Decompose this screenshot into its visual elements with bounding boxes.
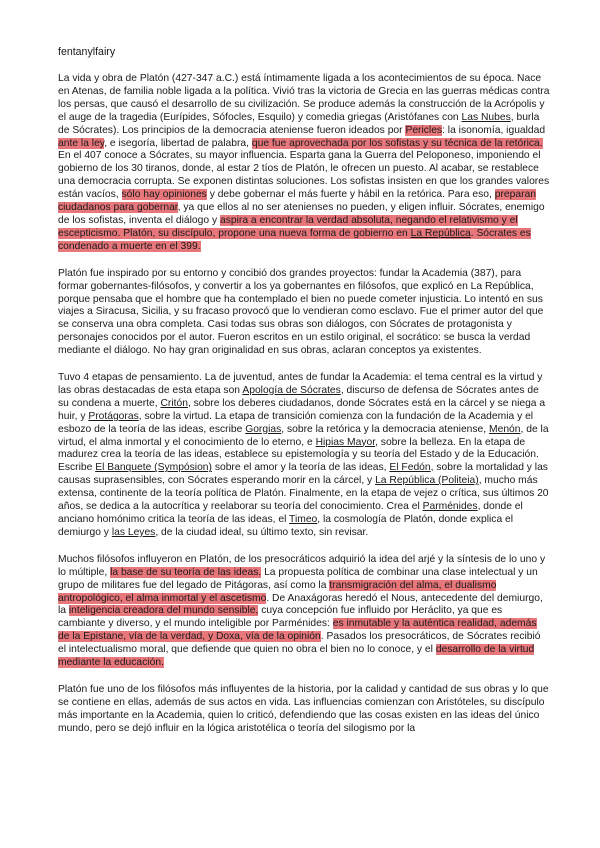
text-run: , mucho más extensa, continente de la teoría política de Platón. Finalmente, en la etapa de vejez o crítica, sus últimos 20 años, se dedica a la autocrítica y reelaborar su teoría del conocimiento. Crea el: [58, 475, 549, 513]
text-run: , sobre la mortalidad y las causas suprasensibles, con Sócrates esperando morir en la cárcel, y: [58, 462, 548, 487]
highlighted-text: La República: [410, 227, 471, 239]
paragraph-1: [58, 73, 550, 254]
underlined-title: Las Nubes: [461, 111, 511, 123]
underlined-title: El Fedón: [389, 462, 431, 474]
highlighted-text: aspira a encontrar la verdad absoluta, negando el relativismo y el escepticismo. Platón, su discípulo, propone una nueva forma de gobierno en: [58, 214, 518, 239]
text-run: , de la virtud, el alma inmortal y el conocimiento de lo eterno, e: [58, 423, 549, 448]
text-run: : la isonomía, igualdad: [442, 124, 546, 136]
underlined-title: La República (Politeia): [375, 475, 479, 487]
text-run: , de la ciudad ideal, su último texto, sin revisar.: [155, 526, 369, 538]
paragraph-4: [58, 554, 550, 670]
highlighted-text: desarrollo de la virtud mediante la educación.: [58, 644, 535, 669]
text-run: , sobre los deberes ciudadanos, donde Sócrates está en la cárcel y se niega a huir, y: [58, 397, 546, 422]
text-run: , burla de Sócrates). Los principios de la democracia ateniense fueron ideados por: [58, 111, 540, 136]
text-run: . Pasados los presocráticos, de Sócrates recibió el intelectualismo moral, que defiende que quien no obra el bien no lo conoce, y el: [58, 631, 541, 656]
paragraph-3: [58, 372, 550, 540]
text-run: , sobre la virtud. La etapa de transición comienza con la fundación de la Academia y el esbozo de la teoría de las ideas, escribe: [58, 410, 534, 435]
underlined-title: Timeo: [289, 514, 318, 525]
underlined-title: Gorgias: [245, 423, 282, 435]
highlighted-text: es inmutable y la auténtica realidad, además de la Epistane, vía de la verdad, y Doxa, vía de la opinión: [58, 618, 537, 643]
underlined-title: Menón: [489, 423, 521, 435]
text-run: cuya concepción fue influido por Heráclito, ya que es cambiante y diverso, y el mundo inteligible por Parménides:: [58, 605, 503, 630]
text-run: , la cosmología de Platón, donde explica el demiurgo y: [58, 514, 514, 538]
highlighted-text: sólo hay opiniones: [121, 189, 207, 201]
text-run: En el 407 conoce a Sócrates, su mayor influencia. Esparta gana la Guerra del Peloponeso, imponiendo el gobierno de los 30 tiranos, donde, al estar 2 tíos de Platón, le ofrecen un puesto. Al acabar, se restablece una democracia corrupta. Se exponen distintas soluciones. Los sofistas insisten en que los grandes valores están vacíos,: [58, 150, 550, 201]
highlighted-text: . Sócrates es condenado a muerte en el 399.: [58, 227, 531, 252]
underlined-title: las Leyes: [111, 526, 156, 538]
author-name: fentanylfairy: [58, 46, 116, 58]
text-run: sobre el amor y la teoría de las ideas,: [211, 462, 390, 474]
text-run: , e isegoría, libertad de palabra,: [104, 137, 252, 149]
text-run: La propuesta política de combinar una clase intelectual y un grupo de militares fue del legado de Pitágoras, así como la: [58, 566, 538, 591]
highlighted-text: ante la ley: [58, 137, 105, 149]
text-run: , sobre la retórica y la democracia ateniense,: [281, 423, 490, 435]
text-run: , discurso de defensa de Sócrates antes de su condena a muerte,: [58, 384, 539, 409]
paragraph-2: [58, 268, 550, 358]
highlighted-text: Pericles: [405, 124, 443, 136]
underlined-title: Apología de Sócrates: [242, 384, 341, 396]
text-run: , ya que ellos al no ser atenienses no pueden, y eligen influir. Sócrates, enemigo de los sofistas, inventa el diálogo y: [58, 202, 545, 226]
text-run: La vida y obra de Platón (427-347 a.C.) está íntimamente ligada a los acontecimientos de su época. Nace en Atenas, de familia noble ligada a la política. Vivió tras la victoria de Grecia en las guerras médicas contra los persas, que causó el desarrollo de su civilización. Se produce además la construcción de la Acrópolis y el auge de la tragedia (Eurípides, Sófocles, Esquilo) y comedia griegas (Aristófanes con: [58, 73, 550, 123]
underlined-title: Critón: [160, 397, 188, 409]
paragraph-5: [58, 684, 550, 736]
highlighted-text: que fue aprovechada por los sofistas y su técnica de la retórica.: [251, 137, 543, 149]
underlined-title: Parménides: [422, 501, 478, 513]
underlined-title: Protágoras: [88, 410, 139, 422]
highlighted-text: transmigración del alma, el dualismo antropológico, el alma inmortal y el ascetismo: [58, 579, 497, 604]
text-run: Muchos filósofos influyeron en Platón, de los presocráticos adquirió la idea del arjé y la síntesis de lo uno y lo múltiple,: [58, 553, 546, 578]
underlined-title: El Banquete (Sympósion): [95, 462, 212, 474]
highlighted-text: la base de su teoría de las ideas.: [110, 566, 262, 578]
text-run: , sobre la belleza. En la etapa de madurez crea la teoría de las ideas, establece su epistemología y su teoría del Estado y de la Educación. Escribe: [58, 436, 539, 474]
text-run: Platón fue uno de los filósofos más influyentes de la historia, por la calidad y cantidad de sus obras y lo que se contiene en ellas, además de sus actos en vida. Las influencias comienzan con Aristóteles, su discípulo más importante en la Academia, quien lo criticó, defendiendo que las cosas existen en las ideas del único mundo, pero se dejó influir en la lógica aristotélica o teoría del silogismo por la: [58, 683, 549, 734]
text-run: y debe gobernar el más fuerte y hábil en la retórica. Para eso,: [206, 189, 495, 201]
document-body: [58, 73, 550, 736]
highlighted-text: preparan ciudadanos para gobernar: [58, 189, 536, 214]
underlined-title: Hipias Mayor: [315, 436, 376, 448]
text-run: . De Anaxágoras heredó el Nous, antecedente del demiurgo, la: [58, 592, 543, 617]
text-run: , donde el anciano homónimo critica la teoría de las ideas, el: [58, 501, 523, 525]
highlighted-text: inteligencia creadora del mundo sensible,: [68, 605, 259, 617]
text-run: Platón fue inspirado por su entorno y concibió dos grandes proyectos: fundar la Academia (387), para formar gobernantes-filósofos, y convertir a los ya gobernantes en filósofos, que explicó en La República, porque pensaba que el hombre que ha contemplado el bien no puede cometer injusticia. Lo intentó en sus viajes a Siracusa, Sicilia, y su fracaso provocó que lo vendieran como esclavo. Fue el primer autor del que se conserva una obra completa. Casi todas sus obras son diálogos, con Sócrates de protagonista y personajes conocidos por el autor. Fueron escritos en un estilo original, el socrático: se busca la verdad mediante el diálogo. No hay gran originalidad en sus obras, aclaran conceptos ya existentes.: [58, 267, 544, 357]
text-run: Tuvo 4 etapas de pensamiento. La de juventud, antes de fundar la Academia: el tema central es la virtud y las obras destacadas de esta etapa son: [58, 372, 543, 396]
